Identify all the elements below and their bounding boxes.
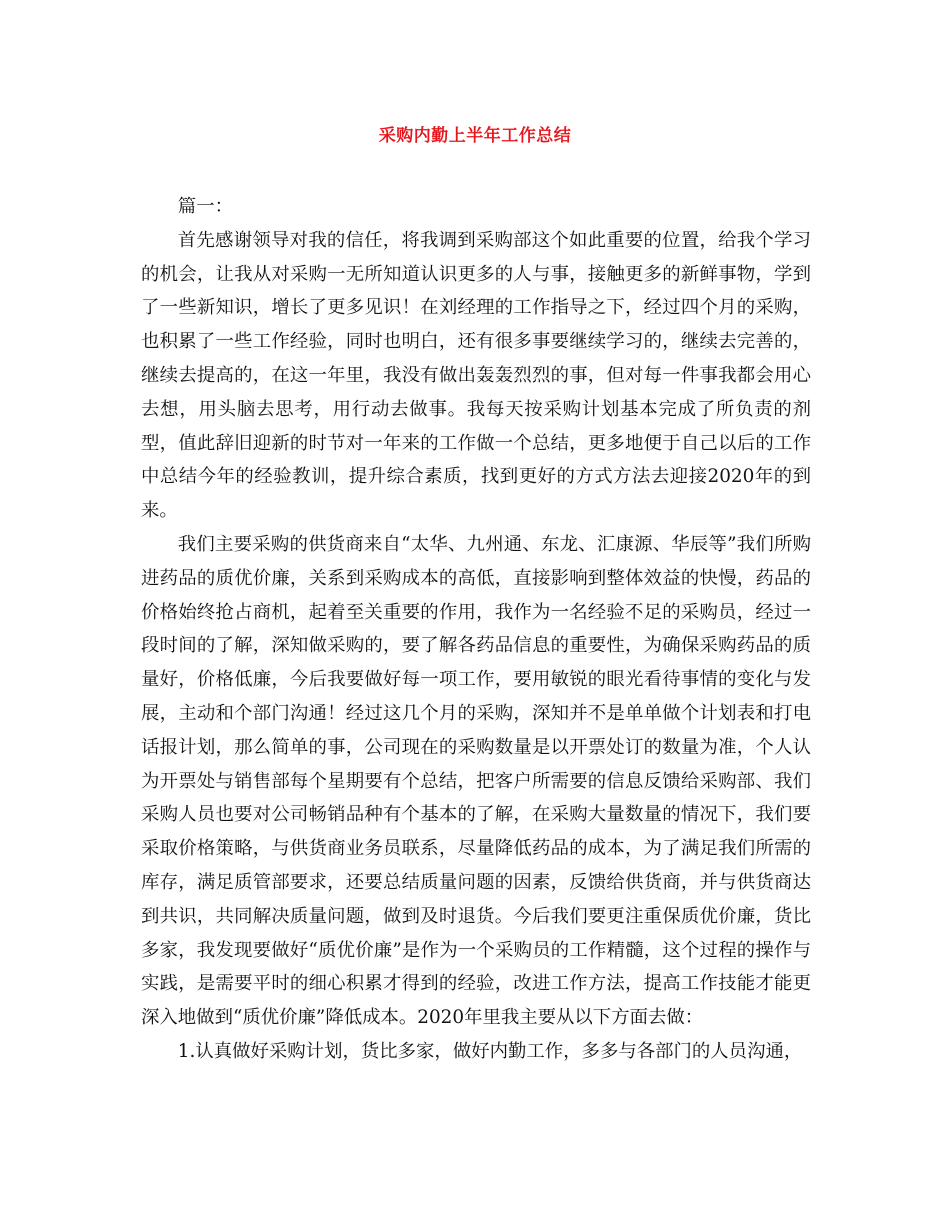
paragraph: 首先感谢领导对我的信任，将我调到采购部这个如此重要的位置，给我个学习的机会，让我从对采购一无所知道认识更多的人与事，接触更多的新鲜事物，学到了一些新知识，增长了更多见识！在刘经理的工作指导之下，经过四个月的采购，也积累了一些工作经验，同时也明白，还有很多事要继续学习的，继续去完善的，继续去提高的，在这一年里，我没有做出轰轰烈烈的事，但对每一件事我都会用心去想，用头脑去思考，用行动去做事。我每天按采购计划基本完成了所负责的剂型，值此辞旧迎新的时节对一年来的工作做一个总结，更多地便于自己以后的工作中总结今年的经验教训，提升综合素质，找到更好的方式方法去迎接2020年的到来。: [141, 229, 811, 522]
paragraph-section-label: 篇一：: [177, 196, 233, 217]
paragraph: 1.认真做好采购计划，货比多家，做好内勤工作，多多与各部门的人员沟通，: [177, 1040, 803, 1062]
document-title: 采购内勤上半年工作总结: [378, 126, 572, 146]
paragraph: 我们主要采购的供货商来自“太华、九州通、东龙、汇康源、华辰等”我们所购进药品的质优价廉，关系到采购成本的高低，直接影响到整体效益的快慢，药品的价格始终抢占商机，起着至关重要的作用，我作为一名经验不足的采购员，经过一段时间的了解，深知做采购的，要了解各药品信息的重要性，为确保采购药品的质量好，价格低廉，今后我要做好每一项工作，要用敏锐的眼光看待事情的变化与发展，主动和个部门沟通！经过这几个月的采购，深知并不是单单做个计划表和打电话报计划，那么简单的事，公司现在的采购数量是以开票处订的数量为准，个人认为开票处与销售部每个星期要有个总结，把客户所需要的信息反馈给采购部、我们采购人员也要对公司畅销品种有个基本的了解，在采购大量数量的情况下，我们要采取价格策略，与供货商业务员联系，尽量降低药品的成本，为了满足我们所需的库存，满足质管部要求，还要总结质量问题的因素，反馈给供货商，并与供货商达到共识，共同解决质量问题，做到及时退货。今后我们要更注重保质优价廉，货比多家，我发现要做好“质优价廉”是作为一个采购员的工作精髓，这个过程的操作与实践，是需要平时的细心积累才得到的经验，改进工作方法，提高工作技能才能更深入地做到“质优价廉”降低成本。2020年里我主要从以下方面去做：: [141, 533, 811, 1029]
document-body: [141, 190, 811, 1069]
